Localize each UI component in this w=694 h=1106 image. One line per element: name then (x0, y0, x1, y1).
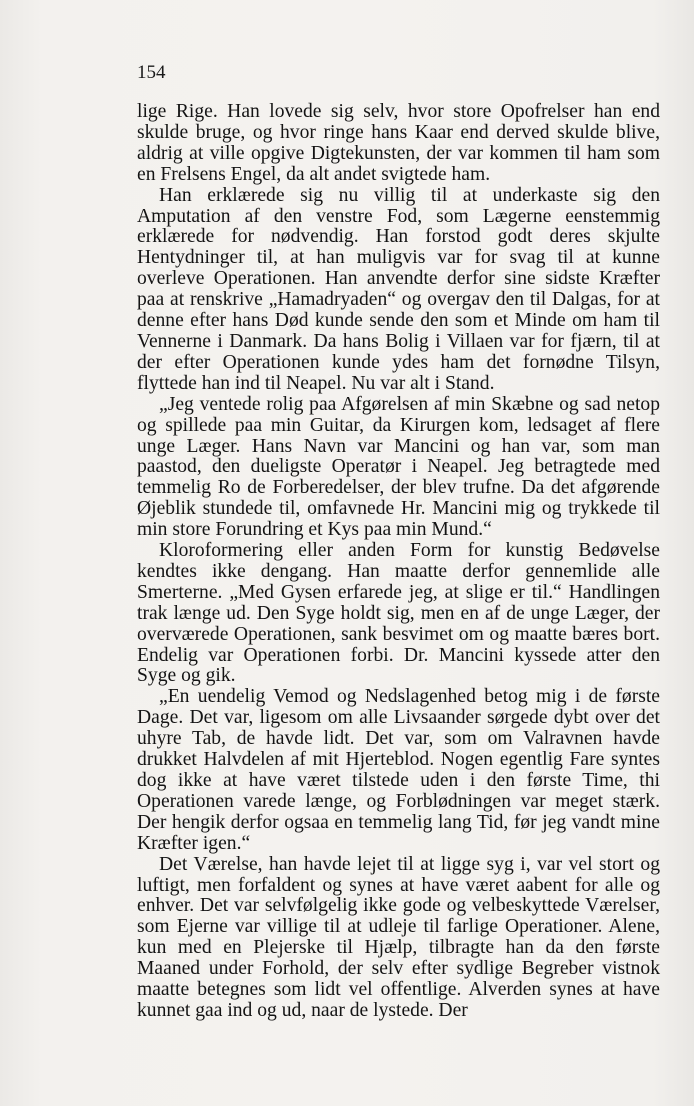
paragraph-3: „Jeg ventede rolig paa Afgørelsen af min Skæbne og sad netop og spillede paa min Guitar, da Kirurgen kom, ledsaget af flere unge Læger. Hans Navn var Mancini og han var, som man paastod, den dueligste Operatør i Neapel. Jeg betragtede med temmelig Ro de Forberedelser, der blev trufne. Da det afgørende Øjeblik stundede til, omfavnede Hr. Mancini mig og trykkede til min store Forundring et Kys paa min Mund.“ (137, 393, 660, 541)
body-text (137, 102, 660, 1022)
paragraph-1: lige Rige. Han lovede sig selv, hvor store Opofrelser han end skulde bruge, og hvor ringe hans Kaar end derved skulde blive, aldrig at ville opgive Digtekunsten, der var kommen til ham som en Frelsens Engel, da alt andet svigtede ham. (137, 101, 660, 185)
page-number: 154 (137, 62, 166, 83)
paragraph-6: Det Værelse, han havde lejet til at ligge syg i, var vel stort og luftigt, men forfaldent og synes at have været aabent for alle og enhver. Det var selvfølgelig ikke gode og velbeskyttede Værelser, som Ejerne var villige til at udleje til farlige Operationer. Alene, kun med en Plejerske til Hjælp, tilbragte han da den første Maaned under Forhold, der selv efter sydlige Begreber vistnok maatte betegnes som lidt vel offentlige. Alverden synes at have kunnet gaa ind og ud, naar de lystede. Der (137, 853, 660, 1021)
paragraph-4: Kloroformering eller anden Form for kunstig Bedøvelse kendtes ikke dengang. Han maatte derfor gennemlide alle Smerterne. „Med Gysen erfarede jeg, at slige er til.“ Handlingen trak længe ud. Den Syge holdt sig, men en af de unge Læger, der overværede Operationen, sank besvimet om og maatte bæres bort. Endelig var Operationen forbi. Dr. Mancini kyssede atter den Syge og gik. (137, 540, 660, 687)
paragraph-2: Han erklærede sig nu villig til at underkaste sig den Amputation af den venstre Fod, som Lægerne eenstemmig erklærede for nødvendig. Han forstod godt deres skjulte Hentydninger til, at han muligvis var for svag til at kunne overleve Operationen. Han anvendte derfor sine sidste Kræfter paa at renskrive „Hamadryaden“ og overgav den til Dalgas, for at denne efter hans Død kunde sende den som et Minde om ham til Vennerne i Danmark. Da hans Bolig i Villaen var for fjærn, til at der efter Operationen kunde ydes ham det fornødne Tilsyn, flyttede han ind til Neapel. Nu var alt i Stand. (137, 184, 660, 394)
paragraph-5: „En uendelig Vemod og Nedslagenhed betog mig i de første Dage. Det var, ligesom om alle Livsaander sørgede dybt over det uhyre Tab, de havde lidt. Det var, som om Valravnen havde drukket Halvdelen af mit Hjerteblod. Nogen egentlig Fare syntes dog ikke at have været tilstede uden i den første Time, thi Operationen varede længe, og Forblødningen var meget stærk. Der hengik derfor ogsaa en temmelig lang Tid, før jeg vandt mine Kræfter igen.“ (137, 686, 660, 854)
